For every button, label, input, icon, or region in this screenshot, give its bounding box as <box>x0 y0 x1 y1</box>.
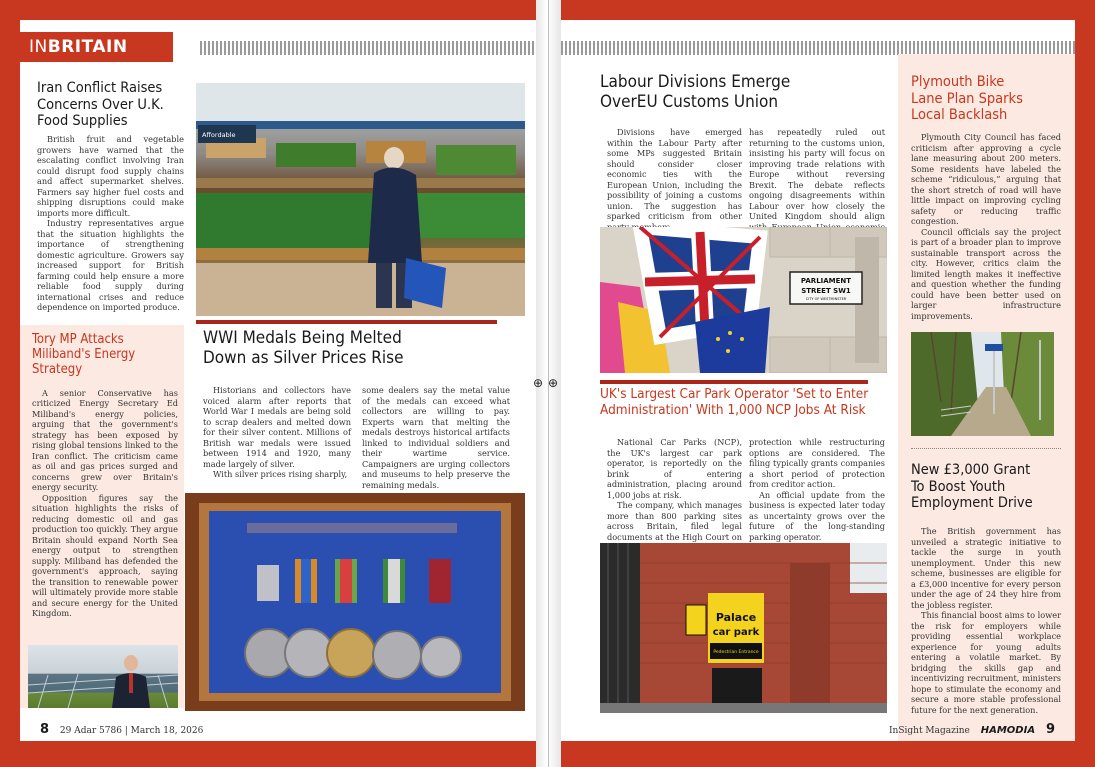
left-page <box>0 0 536 767</box>
section-name: BRITAIN <box>47 37 128 57</box>
medals-top-rule <box>196 320 497 324</box>
article-wwi-medals <box>203 328 523 490</box>
carpark-sign-line3: Pedestrian Entrance <box>713 650 759 655</box>
article-body: A senior Conservative has criticized Energy Secretary Ed Miliband's energy policies, arguing that the government's strategy has been exposed by rising global tensions linked to the Iran conflict. The criticism came as oil and gas prices surged and concerns grew over Britain's energy security. Opposition figures say the situation highlights the risks of reducing domestic oil and gas production too quickly. They argue Britain should expand North Sea energy output to strengthen supply. Miliband has defended the government's approach, saying the transition to renewable power will ultimately provide more stable and secure energy for the United Kingdom. <box>32 387 178 619</box>
article-title: Labour Divisions Emerge OverEU Customs Union <box>600 72 791 112</box>
article-body: Plymouth City Council has faced criticism after approving a cycle lane measuring about 200 meters. Some residents have labeled the scheme “ridiculous,” arguing that the short stretch of road will have little impact on improving cycling safety or reducing traffic congestion. Council officials say the project is part of a broader plan to improve sustainable transport across the city. However, critics claim the limited length makes it ineffective and question whether the funding could have been better used on larger infrastructure improvements. <box>911 132 1061 321</box>
registration-mark-icon: ⊕ <box>548 376 559 390</box>
parliament-street-photo <box>600 227 887 373</box>
issue-date: 29 Adar 5786 | March 18, 2026 <box>59 726 204 736</box>
article-youth-grant <box>911 462 1061 715</box>
header-stripes <box>561 41 1075 55</box>
article-title: New £3,000 Grant To Boost Youth Employment Drive <box>911 462 1033 512</box>
carpark-sign-line1: Palace <box>715 611 757 624</box>
right-footer <box>889 722 1055 737</box>
article-body-col2: has repeatedly ruled out returning to the customs union, insisting his party will focus on improving trade relations with Europe without reversing Brexit. The debate reflects ongoing disagreements within Labour over how closely the United Kingdom should align <box>749 127 885 221</box>
supermarket-photo <box>196 83 525 316</box>
carpark-sign-line2: car park <box>712 627 760 638</box>
article-body-col1: National Car Parks (NCP), the UK's largest car park operator, is reportedly on the brink of entering administration, placing around 1,000 jobs at risk. The company, which manages more than 800 parking sites across Britain, filed legal documents at the High Court on <box>607 437 742 542</box>
right-page-content <box>561 20 1075 741</box>
article-title: WWI Medals Being Melted Down as Silver Prices Rise <box>203 328 404 368</box>
ncp-top-rule <box>600 380 868 384</box>
street-sign-line1: PARLIAMENT <box>800 277 852 285</box>
article-miliband-panel <box>20 325 184 708</box>
bike-lane-photo <box>911 332 1054 436</box>
magazine-name: InSight Magazine <box>888 726 970 736</box>
sidebar-divider <box>911 448 1061 449</box>
article-title: UK's Largest Car Park Operator 'Set to Enter Administration' With 1,000 NCP Jobs At Risk <box>600 386 869 418</box>
miliband-photo <box>28 645 178 708</box>
street-sign-line3: CITY OF WESTMINSTER <box>805 297 847 301</box>
medals-photo <box>185 493 525 711</box>
article-ncp <box>600 386 890 542</box>
article-body-col2: some dealers say the metal value of the medals can exceed what collectors are willing to pay. Experts warn that melting the medals destroys historical artifacts linked to individual soldiers and their wartime service. Campaigners are urging collectors and museums to help preserve the remaining medals. <box>362 385 510 490</box>
article-body: British fruit and vegetable growers have warned that the escalating conflict involving Iran could disrupt food supply chains and affect supermarket shelves. Farmers say higher fuel costs and shipping disruptions could make imports more difficult. Industry representatives argue that the situation highlights the importance of strengthening domestic agriculture. Growers say increased support for British farming could help ensure a more reliable food supply during international crises and reduce dependence on imported produce. <box>37 134 184 313</box>
article-body-col1: Historians and collectors have voiced alarm after reports that World War I medals are being sold to scrap dealers and melted down for their silver content. Millions of British war medals were issued between 1914 and 1920, many made largely of silver. With silver prices rising sharply, <box>203 385 351 479</box>
article-labour-customs <box>600 72 890 221</box>
header-stripes <box>200 41 536 55</box>
store-sign-text: Affordable <box>202 131 236 139</box>
brand-logo: HAMODIA <box>980 725 1036 736</box>
article-title: Tory MP Attacks Miliband's Energy Strategy <box>32 332 136 377</box>
section-header <box>20 32 173 62</box>
article-body: The British government has unveiled a strategic initiative to tackle the surge in youth unemployment. Under this new scheme, businesses are eligible for a £3,000 incentive for every person under the age of 24 they hire from the jobless register. This financial boost aims to lower the risk for employers while providing essential workplace experience for young adults entering a volatile market. By bridging the skills gap and incentivizing recruitment, ministers hope to stimulate the economy and secure a more stable professional future for the next generation. <box>911 526 1061 715</box>
left-footer <box>40 722 203 737</box>
right-sidebar-panel <box>898 54 1075 741</box>
car-park-photo <box>600 543 887 713</box>
street-sign-line2: STREET SW1 <box>801 287 851 295</box>
page-number: 8 <box>40 722 50 737</box>
article-iran-food <box>37 80 184 313</box>
page-number: 9 <box>1045 722 1055 737</box>
right-page <box>561 0 1095 767</box>
article-plymouth-bike <box>911 74 1061 321</box>
article-title: Plymouth Bike Lane Plan Sparks Local Backlash <box>911 74 1023 124</box>
registration-mark-icon: ⊕ <box>533 376 544 390</box>
article-body-col1: Divisions have emerged within the Labour Party after some MPs suggested Britain should consider closer economic ties with the European Union, including the possibility of joining a customs union. The suggestion has sparked criticism from other <box>607 127 742 221</box>
article-title: Iran Conflict Raises Concerns Over U.K. Food Supplies <box>37 80 164 130</box>
section-prefix: IN <box>29 37 48 57</box>
article-body-col2: protection while restructuring options are considered. The filing typically grants companies a short period of protection from creditor action. An official update from the business is expected later today as uncertainty grows over the future of the long-standing parking operator. <box>749 437 885 542</box>
left-page-content <box>20 20 536 741</box>
